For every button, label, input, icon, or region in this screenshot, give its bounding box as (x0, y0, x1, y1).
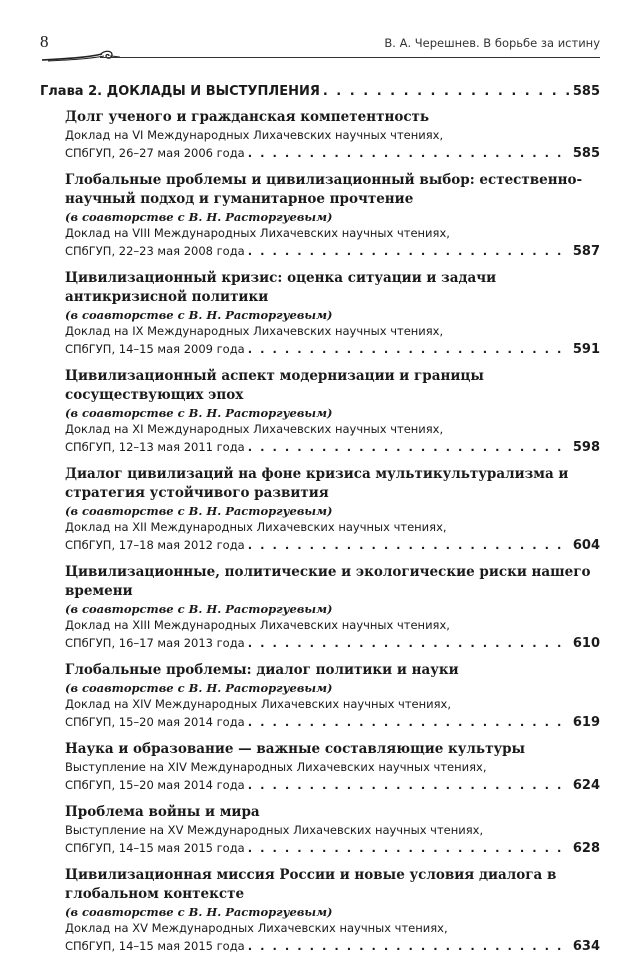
entry-event: Доклад на XIV Международных Лихачевских научных чтениях, (65, 697, 452, 711)
entry-event: Выступление на XIV Международных Лихачевских научных чтениях, (65, 760, 487, 774)
entry-venue: СПбГУП, 12–13 мая 2011 года (65, 440, 245, 454)
entry-venue-line (65, 776, 600, 795)
toc-entry[interactable] (40, 803, 600, 858)
entry-venue-line (65, 536, 600, 555)
toc-entry[interactable] (40, 171, 600, 261)
entry-venue: СПбГУП, 26–27 мая 2006 года (65, 146, 245, 160)
entry-event: Доклад на XV Международных Лихачевских научных чтениях, (65, 921, 448, 935)
entry-title: Долг ученого и гражданская компетентность (65, 109, 430, 125)
entry-venue: СПбГУП, 14–15 мая 2015 года (65, 841, 245, 855)
entry-event: Доклад на IX Международных Лихачевских научных чтениях, (65, 324, 444, 338)
chapter-title: Глава 2. ДОКЛАДЫ И ВЫСТУПЛЕНИЯ (40, 84, 320, 99)
dot-leader (248, 242, 570, 261)
entry-title: Глобальные проблемы: диалог политики и науки (65, 662, 459, 678)
entry-venue: СПбГУП, 22–23 мая 2008 года (65, 244, 245, 258)
toc-entry[interactable] (40, 661, 600, 732)
toc-entries (40, 108, 600, 956)
entry-page-number: 585 (572, 146, 600, 161)
entry-page-number: 598 (572, 440, 600, 455)
running-title: В. А. Черешнев. В борьбе за истину (384, 36, 600, 50)
dot-leader (248, 144, 570, 163)
entry-title: Глобальные проблемы и цивилизационный выбор: естественно-научный подход и гуманитарное прочтение (65, 172, 583, 207)
entry-page-number: 624 (572, 778, 600, 793)
entry-coauthor: (в соавторстве с В. Н. Расторгуевым) (65, 602, 333, 616)
entry-page-number: 619 (572, 715, 600, 730)
entry-title: Диалог цивилизаций на фоне кризиса мультикультурализма и стратегия устойчивого развития (65, 466, 569, 501)
dot-leader (323, 84, 570, 99)
entry-coauthor: (в соавторстве с В. Н. Расторгуевым) (65, 210, 333, 224)
entry-title: Цивилизационный кризис: оценка ситуации и задачи антикризисной политики (65, 270, 497, 305)
entry-event: Доклад на VIII Международных Лихачевских научных чтениях, (65, 226, 450, 240)
entry-title: Цивилизационная миссия России и новые условия диалога в глобальном контексте (65, 867, 557, 902)
dot-leader (248, 438, 570, 457)
toc-entry[interactable] (40, 465, 600, 555)
entry-page-number: 610 (572, 636, 600, 651)
entry-event: Выступление на XV Международных Лихачевских научных чтениях, (65, 823, 484, 837)
entry-page-number: 591 (572, 342, 600, 357)
entry-venue-line (65, 438, 600, 457)
dot-leader (248, 776, 570, 795)
toc-entry[interactable] (40, 108, 600, 163)
dot-leader (248, 634, 570, 653)
entry-coauthor: (в соавторстве с В. Н. Расторгуевым) (65, 308, 333, 322)
dot-leader (248, 839, 570, 858)
page-header (40, 30, 600, 70)
toc-entry[interactable] (40, 563, 600, 653)
entry-venue: СПбГУП, 14–15 мая 2015 года (65, 939, 245, 953)
entry-venue-line (65, 713, 600, 732)
entry-venue: СПбГУП, 14–15 мая 2009 года (65, 342, 245, 356)
entry-venue: СПбГУП, 16–17 мая 2013 года (65, 636, 245, 650)
entry-venue-line (65, 144, 600, 163)
entry-venue-line (65, 242, 600, 261)
entry-page-number: 634 (572, 939, 600, 954)
entry-coauthor: (в соавторстве с В. Н. Расторгуевым) (65, 905, 333, 919)
dot-leader (248, 713, 570, 732)
entry-venue-line (65, 340, 600, 359)
header-rule (100, 57, 600, 58)
toc-entry[interactable] (40, 866, 600, 956)
chapter-heading[interactable] (40, 84, 600, 99)
entry-page-number: 628 (572, 841, 600, 856)
chapter-page: 585 (572, 84, 600, 99)
entry-venue-line (65, 937, 600, 956)
dot-leader (248, 536, 570, 555)
entry-event: Доклад на XIII Международных Лихачевских научных чтениях, (65, 618, 450, 632)
entry-title: Проблема войны и мира (65, 804, 260, 820)
entry-title: Цивилизационные, политические и экологические риски нашего времени (65, 564, 591, 599)
entry-coauthor: (в соавторстве с В. Н. Расторгуевым) (65, 406, 333, 420)
entry-event: Доклад на VI Международных Лихачевских научных чтениях, (65, 128, 444, 142)
flourish-ornament-icon (40, 48, 120, 64)
table-of-contents (40, 84, 600, 964)
entry-title: Цивилизационный аспект модернизации и границы сосуществующих эпох (65, 368, 484, 403)
entry-page-number: 587 (572, 244, 600, 259)
entry-title: Наука и образование — важные составляющие культуры (65, 741, 526, 757)
entry-venue-line (65, 634, 600, 653)
toc-entry[interactable] (40, 367, 600, 457)
entry-page-number: 604 (572, 538, 600, 553)
entry-coauthor: (в соавторстве с В. Н. Расторгуевым) (65, 681, 333, 695)
entry-event: Доклад на XI Международных Лихачевских научных чтениях, (65, 422, 444, 436)
dot-leader (248, 340, 570, 359)
toc-entry[interactable] (40, 269, 600, 359)
page-number: 8 (40, 32, 49, 51)
entry-event: Доклад на XII Международных Лихачевских научных чтениях, (65, 520, 447, 534)
entry-coauthor: (в соавторстве с В. Н. Расторгуевым) (65, 504, 333, 518)
entry-venue: СПбГУП, 17–18 мая 2012 года (65, 538, 245, 552)
entry-venue-line (65, 839, 600, 858)
entry-venue: СПбГУП, 15–20 мая 2014 года (65, 778, 245, 792)
entry-venue: СПбГУП, 15–20 мая 2014 года (65, 715, 245, 729)
dot-leader (248, 937, 570, 956)
toc-entry[interactable] (40, 740, 600, 795)
